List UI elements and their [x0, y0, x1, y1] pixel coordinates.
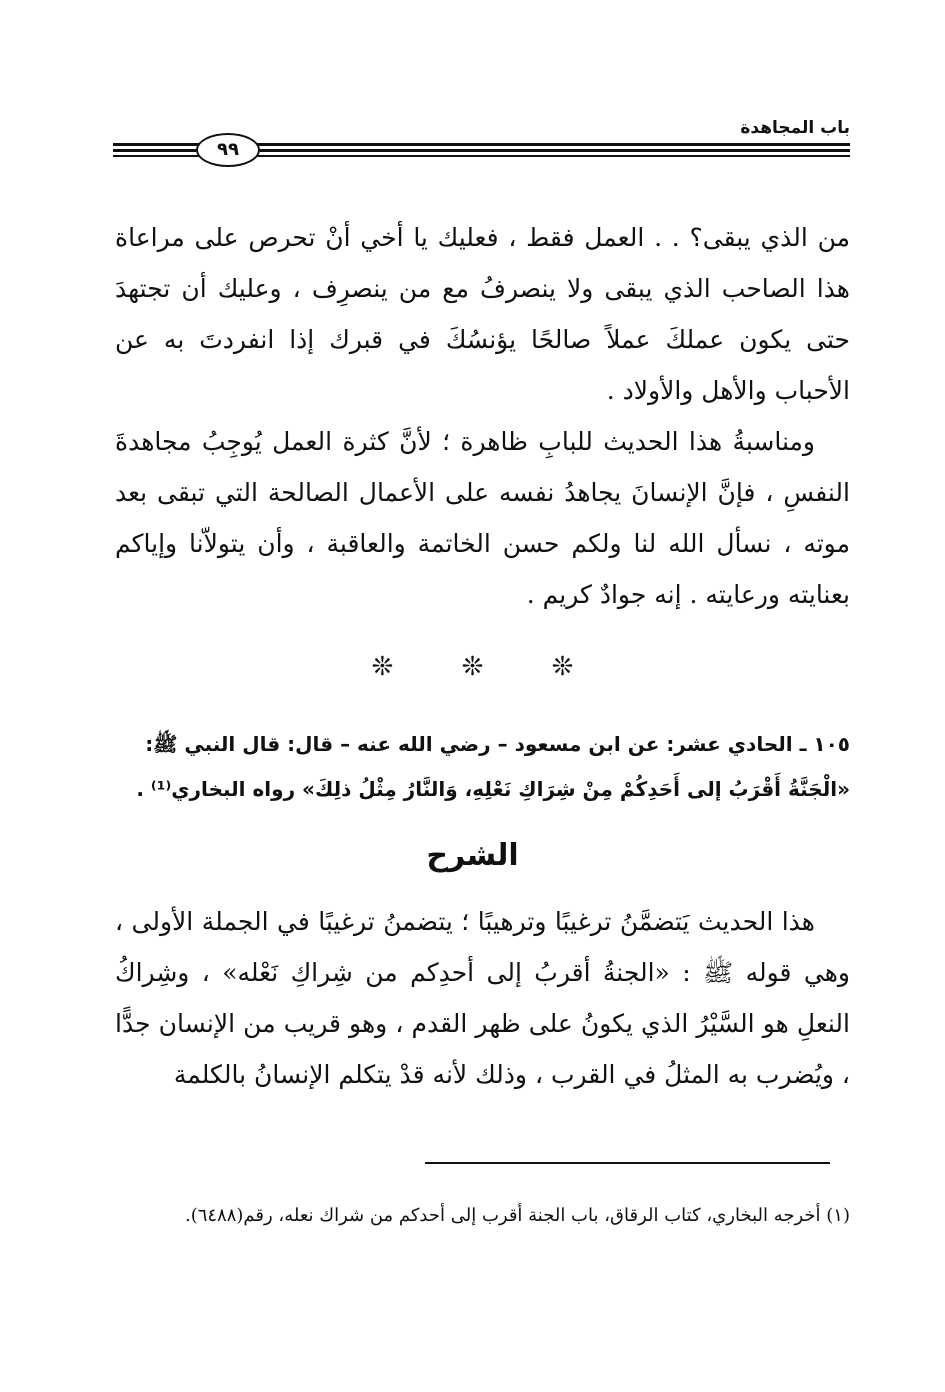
footnote [115, 1200, 850, 1232]
asterism-icon: ❊ [551, 652, 574, 682]
body-text-commentary [115, 896, 850, 1100]
body-text-top [115, 212, 850, 620]
paragraph-3: هذا الحديث يَتضمَّنُ ترغيبًا وترهيبًا ؛ يتضمنُ ترغيبًا في الجملة الأولى ، وهي قوله ﷺ : «الجنةُ أقربُ إلى أحدِكم من شِراكِ نَعْله» ، وشِراكُ النعلِ هو السَّيْرُ الذي يكونُ على ظهر القدم ، وهو قريب من الإنسان جدًّا ، ويُضرب به المثلُ في القرب ، وذلك لأنه قدْ يتكلم الإنسانُ بالكلمة [115, 907, 850, 1089]
page-number: ٩٩ [196, 133, 260, 167]
chapter-title: باب المجاهدة [740, 118, 850, 138]
footnote-divider [425, 1162, 830, 1164]
section-title: الشرح [426, 838, 519, 873]
hadith-line-1: ١٠٥ ـ الحادي عشر: عن ابن مسعود – رضي الله عنه – قال: قال النبي ﷺ: [145, 732, 850, 756]
section-separator [0, 652, 945, 682]
paragraph-1: من الذي يبقى؟ . . العمل فقط ، فعليك يا أخي أنْ تحرص على مراعاة هذا الصاحب الذي يبقى ولا ينصرفُ مع من ينصرِف ، وعليك أن تجتهدَ حتى يكون عملكَ عملاً صالحًا يؤنسُكَ في قبرك إذا انفردتَ به عن الأحباب والأهل والأولاد . [115, 223, 850, 405]
footnote-text: (١) أخرجه البخاري، كتاب الرقاق، باب الجنة أقرب إلى أحدكم من شراك نعله، رقم(٦٤٨٨). [184, 1205, 850, 1226]
asterism-icon: ❊ [371, 652, 394, 682]
hadith-line-2: «الْجَنَّةُ أَقْرَبُ إلى أَحَدِكُمْ مِنْ شِرَاكِ نَعْلِهِ، وَالنَّارُ مِثْلُ ذلِكَ» رواه البخاري⁽¹⁾ . [136, 777, 850, 801]
asterism-icon: ❊ [461, 652, 484, 682]
paragraph-2: ومناسبةُ هذا الحديث للبابِ ظاهرة ؛ لأنَّ كثرة العمل يُوجِبُ مجاهدةَ النفسِ ، فإنَّ الإنسانَ يجاهدُ نفسه على الأعمال الصالحة التي تبقى بعد موته ، نسأل الله لنا ولكم حسن الخاتمة والعاقبة ، وأن يتولاّنا وإياكم بعنايته ورعايته . إنه جوادٌ كريم . [115, 427, 850, 609]
hadith-text [115, 722, 850, 812]
